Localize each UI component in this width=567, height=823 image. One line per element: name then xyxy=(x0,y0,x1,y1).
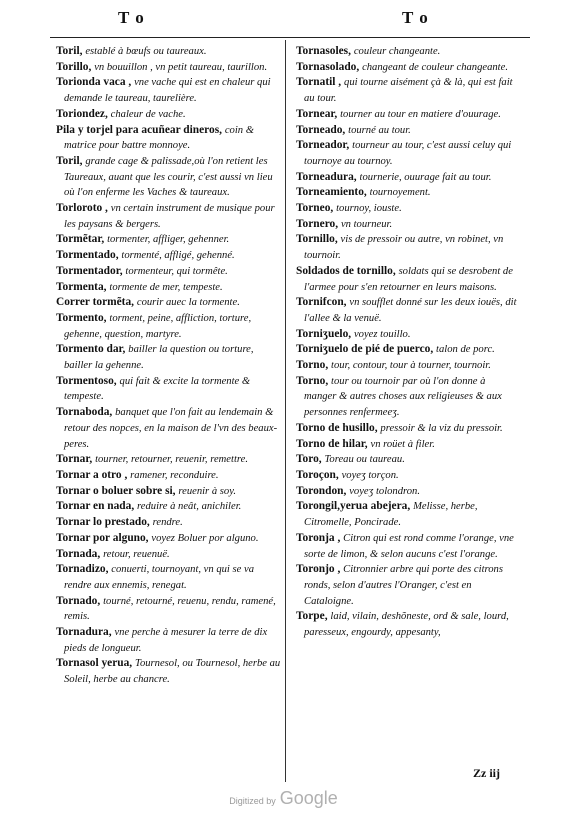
entry-definition: bailler la question ou torture, bailler la gehenne. xyxy=(64,344,254,372)
dictionary-entry xyxy=(56,154,282,201)
entry-definition: ramener, reconduire. xyxy=(130,469,219,481)
right-column xyxy=(296,44,518,641)
dictionary-entry xyxy=(296,75,518,106)
entry-headword: Tornado, xyxy=(56,594,101,607)
dictionary-entry xyxy=(296,342,518,358)
entry-definition: tournoy, iouste. xyxy=(336,203,402,215)
entry-headword: Pila y torjel para acuñear dineros, xyxy=(56,123,222,136)
entry-definition: retour, reuenuë. xyxy=(103,548,170,560)
entry-definition: vis de pressoir ou autre, vn robinet, vn tournoir. xyxy=(304,234,504,262)
entry-headword: Torongil,yerua abejera, xyxy=(296,500,411,513)
entry-definition: voyez Boluer por alguno. xyxy=(151,532,259,544)
column-divider xyxy=(285,40,286,782)
entry-definition: tournoyement. xyxy=(369,187,431,199)
entry-definition: qui fait & excite la tormente & tempeste. xyxy=(64,375,251,403)
header-rule xyxy=(50,37,530,38)
dictionary-entry xyxy=(296,374,518,421)
entry-definition: vn soufflet donné sur les deux iouës, dit l'allee & la venuë. xyxy=(304,297,517,324)
entry-definition: tournerie, ouurage fait au tour. xyxy=(359,171,492,183)
entry-headword: Tornar o boluer sobre si, xyxy=(56,484,176,497)
dictionary-entry xyxy=(296,437,518,453)
entry-definition: soldats qui se desrobent de l'armee pour s'en retourner en leurs maisons. xyxy=(304,265,513,293)
entry-headword: Tornar en nada, xyxy=(56,500,135,513)
entry-headword: Torneo, xyxy=(296,202,334,215)
dictionary-entry xyxy=(56,248,282,264)
entry-definition: voyeʒ tolondron. xyxy=(349,485,421,497)
entry-headword: Tornasoles, xyxy=(296,45,351,57)
running-head-left: T o xyxy=(118,8,145,27)
dictionary-entry xyxy=(56,280,282,296)
dictionary-entry xyxy=(296,295,518,326)
entry-definition: vn tourneur. xyxy=(340,218,393,230)
entry-definition: tourné au tour. xyxy=(348,124,411,136)
dictionary-entry xyxy=(56,342,282,373)
entry-definition: pressoir & la viz du pressoir. xyxy=(380,422,503,434)
entry-definition: vne vache qui est en chaleur qui demande le taureau, taurelière. xyxy=(64,77,271,105)
entry-definition: tourneur au tour, c'est aussi celuy qui tournoye au tournoy. xyxy=(304,140,512,167)
dictionary-entry xyxy=(56,311,282,342)
entry-headword: Tormẽtar, xyxy=(56,233,105,246)
dictionary-entry xyxy=(56,547,282,563)
entry-definition: reduire à neât, anichiler. xyxy=(137,501,242,513)
dictionary-entry xyxy=(56,123,282,154)
dictionary-entry xyxy=(296,264,518,295)
dictionary-entry xyxy=(296,421,518,437)
left-column xyxy=(56,44,282,688)
entry-headword: Tornear, xyxy=(296,107,338,120)
dictionary-entry xyxy=(56,656,282,687)
dictionary-entry xyxy=(56,499,282,515)
dictionary-entry xyxy=(296,185,518,201)
entry-headword: Torniʒuelo de pié de puerco, xyxy=(296,343,434,356)
dictionary-entry xyxy=(56,374,282,405)
entry-headword: Tornar por alguno, xyxy=(56,531,149,544)
entry-headword: Tornar, xyxy=(56,453,93,466)
entry-definition: conuerti, tournoyant, vn qui se va rendre aux ennemis, renegat. xyxy=(64,564,254,591)
entry-definition: tormenter, affliger, gehenner. xyxy=(107,234,230,246)
running-head-right: T o xyxy=(402,8,429,27)
entry-headword: Tornasolado, xyxy=(296,60,360,73)
dictionary-entry xyxy=(56,295,282,311)
dictionary-entry xyxy=(296,358,518,374)
entry-headword: Toril, xyxy=(56,45,83,57)
signature-mark: Zz iij xyxy=(473,766,500,780)
entry-definition: chaleur de vache. xyxy=(110,108,186,120)
entry-headword: Tornasol yerua, xyxy=(56,657,133,670)
dictionary-entry xyxy=(56,264,282,280)
entry-headword: Tornar a otro , xyxy=(56,468,128,481)
dictionary-entry xyxy=(56,201,282,232)
entry-definition: coin & matrice pour battre monnoye. xyxy=(64,124,254,152)
dictionary-entry xyxy=(56,468,282,484)
entry-definition: torment, peine, affliction, torture, gehenne, question, martyre. xyxy=(64,312,252,340)
dictionary-entry xyxy=(56,484,282,500)
entry-headword: Torno de hilar, xyxy=(296,437,368,450)
dictionary-entry xyxy=(56,625,282,656)
entry-headword: Torloroto , xyxy=(56,202,108,215)
dictionary-entry xyxy=(56,531,282,547)
entry-headword: Torno, xyxy=(296,359,329,372)
dictionary-entry xyxy=(56,405,282,452)
entry-headword: Toril, xyxy=(56,154,83,167)
google-logo: Google xyxy=(279,788,338,808)
entry-headword: Torneadura, xyxy=(296,170,357,183)
entry-headword: Correr tormẽta, xyxy=(56,296,135,309)
entry-headword: Tormento dar, xyxy=(56,343,126,356)
entry-headword: Tornero, xyxy=(296,217,339,230)
entry-headword: Toriondez, xyxy=(56,107,108,120)
entry-headword: Tormento, xyxy=(56,311,107,324)
entry-definition: tour, contour, tour à tourner, tournoir. xyxy=(331,360,491,372)
dictionary-entry xyxy=(296,170,518,186)
entry-definition: tourner au tour en matiere d'ouurage. xyxy=(340,108,501,120)
entry-headword: Torondon, xyxy=(296,484,347,497)
entry-definition: tormenteur, qui tormête. xyxy=(125,265,228,277)
entry-definition: banquet que l'on fait au lendemain & retour des nopces, en la maison de l'vn des beaux-peres. xyxy=(64,407,278,450)
dictionary-entry xyxy=(296,201,518,217)
entry-definition: tour ou tournoir par où l'on donne à manger & autres choses aux religieuses & aux personnes renfermeeʒ. xyxy=(304,375,502,419)
entry-headword: Torno, xyxy=(296,374,329,387)
entry-headword: Toronja , xyxy=(296,531,341,544)
entry-definition: Citronnier arbre qui porte des citrons ronds, selon d'autres l'Oranger, c'est en Cataloigne. xyxy=(304,564,503,607)
entry-definition: qui tourne aisément çà & là, qui est fait au tour. xyxy=(304,77,513,105)
entry-headword: Tornar lo prestado, xyxy=(56,516,150,529)
entry-definition: vn bouuillon , vn petit taureau, taurillon. xyxy=(94,61,268,73)
dictionary-entry xyxy=(296,217,518,233)
dictionary-entry xyxy=(296,499,518,530)
entry-definition: laid, vilain, deshõneste, ord & sale, lourd, paresseux, engourdy, appesanty, xyxy=(304,611,509,639)
entry-definition: Toreau ou taureau. xyxy=(324,454,405,466)
dictionary-entry xyxy=(56,515,282,531)
entry-definition: tormente de mer, tempeste. xyxy=(109,281,223,293)
entry-definition: grande cage & palissade,où l'on retient les Taureaux, auant que les courir, c'est aussi vn lieu où l'on enferme les Vaches & taureaux. xyxy=(64,155,273,199)
entry-definition: voyez touillo. xyxy=(353,328,411,340)
entry-headword: Toronjo , xyxy=(296,563,341,576)
entry-definition: couleur changeante. xyxy=(353,46,441,57)
dictionary-entry xyxy=(296,60,518,76)
dictionary-entry xyxy=(56,562,282,593)
dictionary-entry xyxy=(296,531,518,562)
entry-definition: talon de porc. xyxy=(436,344,495,356)
entry-definition: Melisse, herbe, Citromelle, Poncirade. xyxy=(304,501,478,529)
entry-definition: tormenté, affligé, gehenné. xyxy=(121,250,235,262)
entry-headword: Torillo, xyxy=(56,60,92,73)
entry-headword: Torneamiento, xyxy=(296,186,367,199)
entry-headword: Soldados de tornillo, xyxy=(296,264,396,277)
entry-definition: Tournesol, ou Tournesol, herbe au Soleil, herbe au chancre. xyxy=(64,658,281,686)
entry-definition: rendre. xyxy=(152,517,183,529)
dictionary-entry xyxy=(56,44,282,60)
entry-headword: Tornatil , xyxy=(296,76,342,89)
entry-definition: establé à bœufs ou taureaux. xyxy=(85,46,207,57)
digitized-label: Digitized by xyxy=(229,796,276,806)
entry-definition: tourné, retourné, reuenu, rendu, ramené, remis. xyxy=(64,595,276,623)
dictionary-entry xyxy=(296,452,518,468)
entry-definition: Citron qui est rond comme l'orange, vne sorte de limon, & selon aucuns c'est l'orange. xyxy=(304,532,514,560)
entry-headword: Tornaboda, xyxy=(56,406,113,419)
entry-headword: Tornadura, xyxy=(56,626,112,639)
dictionary-entry xyxy=(296,468,518,484)
entry-definition: changeant de couleur changeante. xyxy=(362,61,508,73)
dictionary-entry xyxy=(56,60,282,76)
dictionary-entry xyxy=(296,327,518,343)
dictionary-entry xyxy=(56,75,282,106)
entry-headword: Torneado, xyxy=(296,123,346,136)
dictionary-entry xyxy=(296,138,518,169)
entry-definition: vne perche à mesurer la terre de dix pieds de longueur. xyxy=(64,627,268,654)
entry-headword: Torpe, xyxy=(296,610,328,623)
entry-headword: Toroçon, xyxy=(296,468,339,481)
entry-headword: Torionda vaca , xyxy=(56,76,132,89)
entry-headword: Torneador, xyxy=(296,139,350,152)
entry-headword: Tormentador, xyxy=(56,264,123,277)
entry-headword: Tornada, xyxy=(56,547,101,560)
dictionary-entry xyxy=(56,107,282,123)
dictionary-entry xyxy=(56,594,282,625)
entry-headword: Tormentado, xyxy=(56,249,119,262)
entry-headword: Tornifcon, xyxy=(296,296,347,309)
dictionary-entry xyxy=(296,562,518,609)
dictionary-entry xyxy=(296,123,518,139)
entry-headword: Tornadizo, xyxy=(56,563,109,576)
dictionary-entry xyxy=(56,452,282,468)
entry-definition: tourner, retourner, reuenir, remettre. xyxy=(95,454,248,466)
entry-headword: Tornillo, xyxy=(296,233,338,246)
entry-definition: vn certain instrument de musique pour les paysans & bergers. xyxy=(64,203,275,230)
dictionary-entry xyxy=(296,484,518,500)
entry-definition: reuenir à soy. xyxy=(178,485,236,497)
entry-headword: Toro, xyxy=(296,453,322,466)
entry-definition: voyeʒ torçon. xyxy=(341,469,399,481)
dictionary-entry xyxy=(296,107,518,123)
entry-headword: Tormentoso, xyxy=(56,374,117,387)
entry-headword: Tormenta, xyxy=(56,280,107,293)
dictionary-entry xyxy=(56,232,282,248)
entry-headword: Torno de husillo, xyxy=(296,421,378,434)
dictionary-entry xyxy=(296,232,518,263)
entry-definition: courir auec la tormente. xyxy=(136,297,240,309)
dictionary-entry xyxy=(296,44,518,60)
dictionary-entry xyxy=(296,609,518,640)
entry-definition: vn roüet à filer. xyxy=(370,438,435,450)
entry-headword: Torniʒuelo, xyxy=(296,327,352,340)
digitized-footer xyxy=(0,788,567,809)
